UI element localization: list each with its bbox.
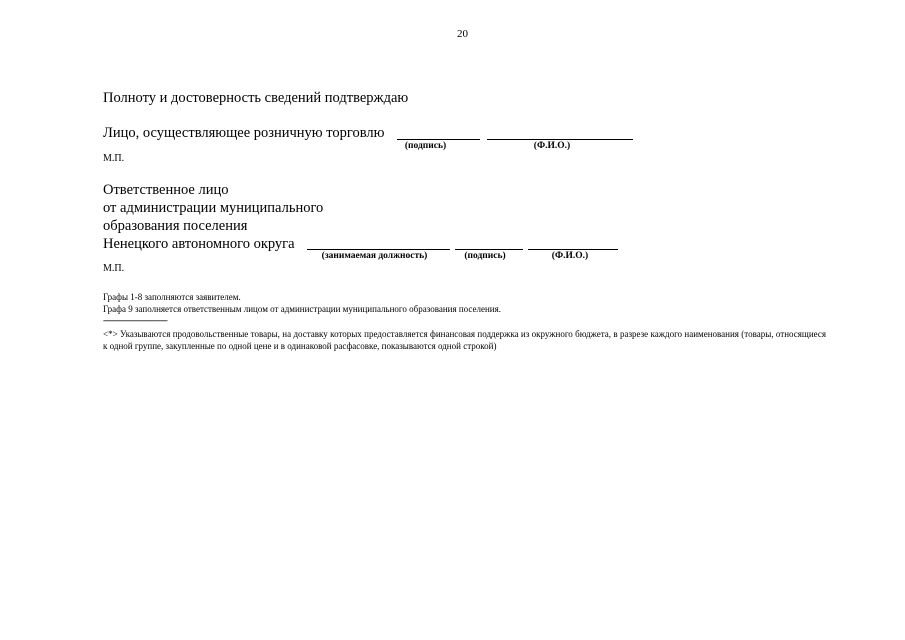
official-position-line [307,249,450,250]
official-label-line-4: Ненецкого автономного округа [103,236,295,252]
page-number: 20 [457,28,468,40]
footnote-separator: -------------------------------- [103,315,167,325]
official-name-caption: (Ф.И.О.) [551,251,589,261]
official-signature-caption: (подпись) [464,251,506,261]
retailer-name-caption: (Ф.И.О.) [533,141,571,151]
official-position-caption: (занимаемая должность) [321,251,428,261]
retailer-label: Лицо, осуществляющее розничную торговлю [103,125,385,141]
official-stamp-mark: М.П. [103,263,125,274]
retailer-signature-line [397,139,480,140]
note-columns-1-8: Графы 1-8 заполняются заявителем. [103,292,241,302]
official-label-line-1: Ответственное лицо [103,182,229,198]
retailer-stamp-mark: М.П. [103,153,125,164]
note-column-9: Графа 9 заполняется ответственным лицом от администрации муниципального образования поселения. [103,304,502,314]
official-name-line [528,249,618,250]
retailer-signature-caption: (подпись) [404,141,447,151]
official-signature-line [455,249,523,250]
confirmation-statement: Полноту и достоверность сведений подтверждаю [103,90,409,106]
official-label-line-3: образования поселения [103,218,248,234]
official-label-line-2: от администрации муниципального [103,200,324,216]
retailer-name-line [487,139,633,140]
footnote-text: <*> Указываются продовольственные товары, на доставку которых предоставляется финансовая поддержка из окружного бюджета, в разрезе каждого наименования (товары, относящиеся к одной группе, закупленные по одной цене и в одинаковой расфасовке, показываются одной строкой) [103,329,826,351]
